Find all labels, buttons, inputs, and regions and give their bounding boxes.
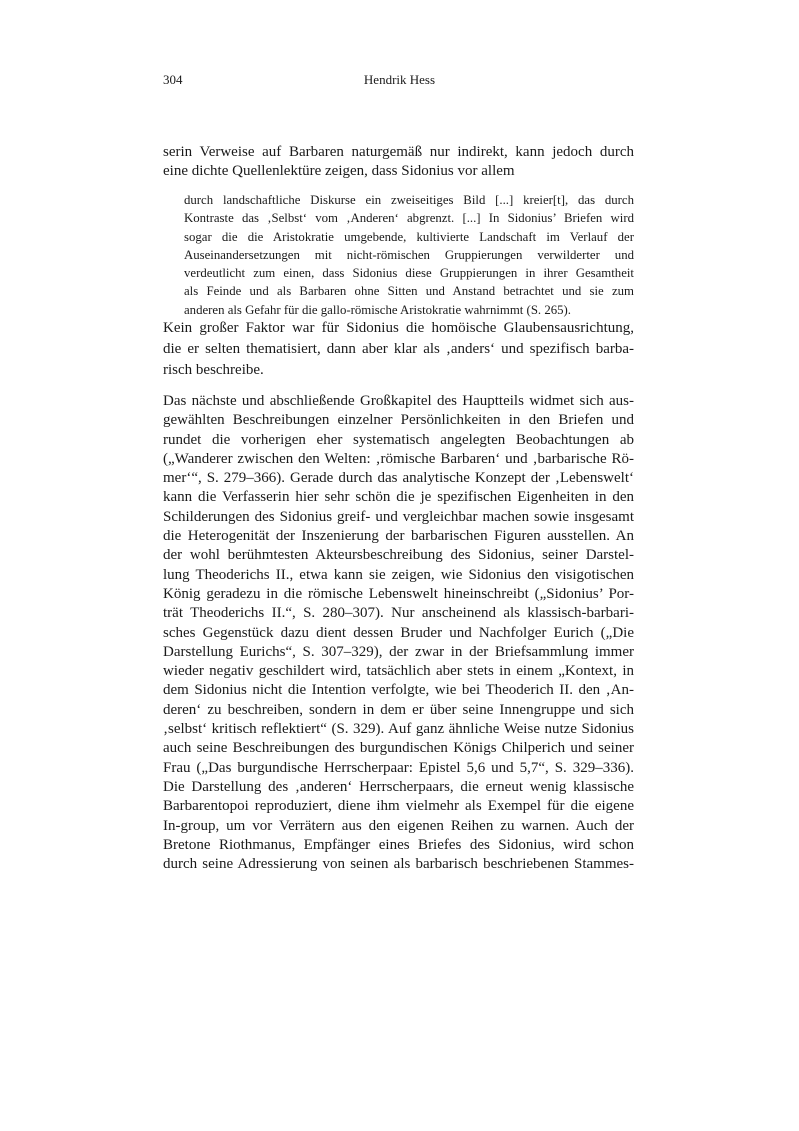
text-line: anderen als Gefahr für die gallo-römische Aristokratie wahrnimmt (S. 265).	[184, 302, 571, 317]
text-line: sogar die die Aristokratie umgebende, kultivierte Landschaft im Verlauf der	[184, 229, 634, 244]
text-line: auch seine Beschreibungen des burgundischen Königs Chilperich und seiner	[163, 740, 634, 757]
text-line: dem Sidonius nicht die Intention verfolgte, wie bei Theoderich II. den ‚An-	[163, 682, 634, 699]
text-line: ‚selbst‘ kritisch reflektiert“ (S. 329). Auf ganz ähnliche Weise nutze Sidonius	[163, 721, 634, 738]
text-line: rundet die vorherigen eher systematisch angelegten Beobachtungen ab	[163, 431, 634, 448]
text-line: serin Verweise auf Barbaren naturgemäß nur indirekt, kann jedoch durch	[163, 144, 634, 160]
text-line: lung Theoderichs II., etwa kann sie zeigen, wie Sidonius den visigotischen	[163, 566, 634, 583]
text-line: In-group, um vor Verrätern aus den eigenen Reihen zu warnen. Auch der	[163, 817, 634, 834]
text-line: durch seine Adressierung von seinen als barbarisch beschriebenen Stammes-	[163, 856, 634, 873]
text-line: als Feinde und als Barbaren ohne Sitten und Anstand betrachtet und sie zum	[184, 284, 634, 299]
block-quote	[184, 191, 634, 319]
text-line: der wohl berühmtesten Akteursbeschreibung des Sidonius, seiner Darstel-	[163, 547, 634, 564]
text-line: die er selten thematisiert, dann aber klar als ‚anders‘ und spezifisch barba-	[163, 341, 634, 357]
text-line: Bretone Riothmanus, Empfänger eines Briefes des Sidonius, wird schon	[163, 836, 634, 853]
text-line: eine dichte Quellenlektüre zeigen, dass Sidonius vor allem	[163, 163, 515, 180]
text-line: Kein großer Faktor war für Sidonius die homöische Glaubensausrichtung,	[163, 320, 634, 336]
text-line: verdeutlicht zum einen, dass Sidonius diese Gruppierungen in ihrer Gesamtheit	[184, 266, 634, 281]
text-line: deren‘ zu beschreiben, sondern in dem er über seine Innengruppe und sich	[163, 701, 634, 718]
text-line: mer‘“, S. 279–366). Gerade durch das analytische Konzept der ‚Lebenswelt‘	[163, 470, 634, 487]
text-line: die Heterogenität der Inszenierung der barbarischen Figuren ausstellen. An	[163, 528, 634, 545]
text-line: wieder negativ geschildert wird, tatsächlich aber stets in einem „Kontext, in	[163, 663, 634, 680]
text-line: trät Theoderichs II.“, S. 280–307). Nur anscheinend als klassisch-barbari-	[163, 605, 634, 622]
text-line: („Wanderer zwischen den Welten: ‚römische Barbaren‘ und ‚barbarische Rö-	[163, 450, 634, 467]
text-line: gewählten Beschreibungen einzelner Persönlichkeiten in den Briefen und	[163, 412, 634, 429]
running-head: Hendrik Hess	[363, 72, 436, 87]
text-line: kann die Verfasserin hier sehr schön die je spezifischen Eigenheiten in den	[163, 489, 634, 506]
text-line: Kontraste das ‚Selbst‘ vom ‚Anderen‘ abgrenzt. [...] In Sidonius’ Briefen wird	[184, 211, 634, 226]
text-line: Auseinandersetzungen mit nicht-römischen Gruppierungen verwilderter und	[184, 247, 634, 262]
text-line: sches Gegenstück dazu dient dessen Bruder und Nachfolger Eurich („Die	[163, 624, 634, 641]
paragraph-main-chapter	[163, 392, 634, 874]
text-line: Frau („Das burgundische Herrscherpaar: Epistel 5,6 und 5,7“, S. 329–336).	[163, 759, 634, 776]
paragraph-faith	[163, 318, 634, 381]
text-line: Die Darstellung des ‚anderen‘ Herrscherpaars, die erneut wenig klassische	[163, 778, 634, 795]
text-line: durch landschaftliche Diskurse ein zweiseitiges Bild [...] kreier[t], das durch	[184, 193, 634, 207]
text-line: Barbarentopoi reproduziert, diene ihm vielmehr als Exempel für die eigene	[163, 798, 634, 815]
paragraph-intro	[163, 143, 634, 182]
text-line: Das nächste und abschließende Großkapitel des Hauptteils widmet sich aus-	[163, 393, 634, 409]
page-number: 304	[163, 72, 183, 87]
text-line: risch beschreibe.	[163, 362, 264, 378]
text-line: Darstellung Eurichs“, S. 307–329), der zwar in der Briefsammlung immer	[163, 643, 634, 660]
text-line: König geradezu in die römische Lebenswelt hineinschreibt („Sidonius’ Por-	[163, 585, 634, 602]
text-line: Schilderungen des Sidonius greif- und vergleichbar machen sowie insgesamt	[163, 508, 634, 525]
